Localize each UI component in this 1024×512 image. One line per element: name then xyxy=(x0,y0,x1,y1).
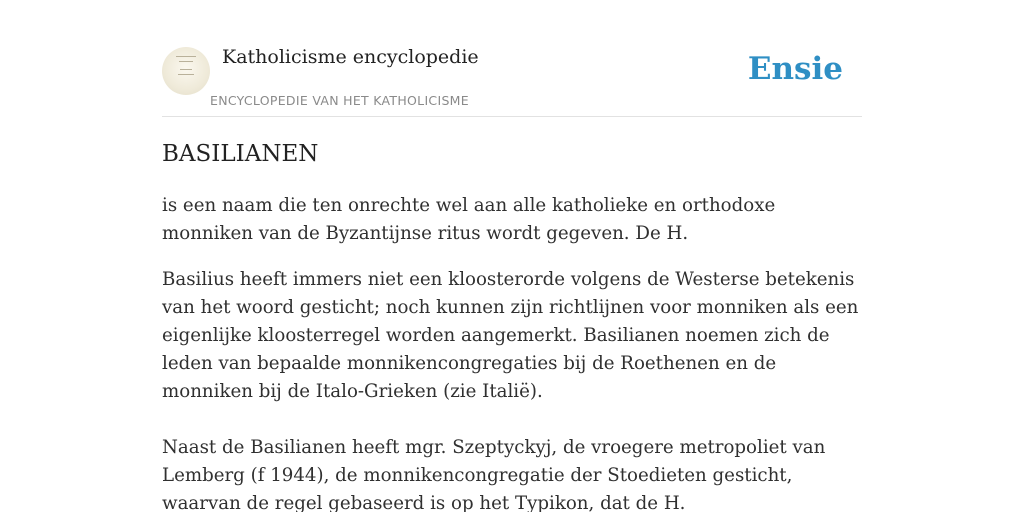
cover-line xyxy=(179,61,193,62)
ensie-logo[interactable]: Ensie xyxy=(747,51,843,87)
cover-line xyxy=(176,56,196,57)
article-title: BASILIANEN xyxy=(162,141,319,167)
site-header xyxy=(162,40,862,117)
article-paragraph: Basilius heeft immers niet een kloosterorde volgens de Westerse betekenis van het woord gesticht; noch kunnen zijn richtlijnen voor monniken als een eigenlijke kloosterregel worden aangemerkt. Basilianen noemen zich de leden van bepaalde monnikencongregaties bij de Roethenen en de monniken bij de Italo-Grieken (zie Italië). xyxy=(162,269,859,402)
site-title[interactable]: Katholicisme encyclopedie xyxy=(222,46,479,68)
article-paragraph: Naast de Basilianen heeft mgr. Szeptyckyj, de vroegere metropoliet van Lemberg (f 1944), de monnikencongregatie der Stoedieten gesticht, waarvan de regel gebaseerd is op het Typikon, dat de H. xyxy=(162,437,826,512)
cover-line xyxy=(178,74,194,75)
article-body xyxy=(162,138,864,512)
article-paragraph: is een naam die ten onrechte wel aan alle katholieke en orthodoxe monniken van de Byzantijnse ritus wordt gegeven. De H. xyxy=(162,195,776,244)
encyclopedia-cover-avatar[interactable] xyxy=(162,47,210,95)
cover-line xyxy=(180,69,192,70)
site-subtitle: ENCYCLOPEDIE VAN HET KATHOLICISME xyxy=(210,93,469,108)
